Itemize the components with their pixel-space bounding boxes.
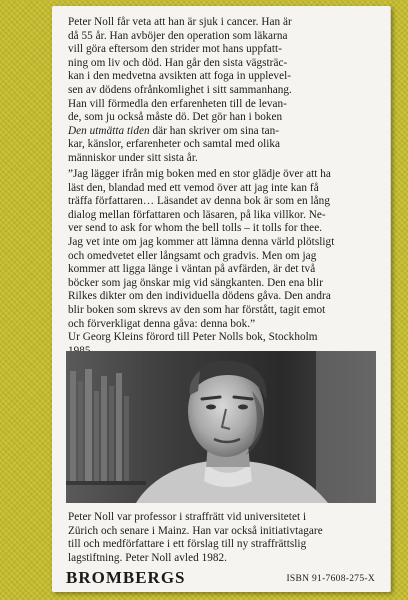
bio-line: lagstiftning. Peter Noll avled 1982. [68, 551, 228, 564]
intro-line: människor under sitt sista år. [68, 151, 198, 164]
intro-line: sen av dödens ofrånkomlighet i sitt sammanhang. [68, 83, 292, 96]
intro-line-rest: där han skriver om sina tan- [149, 124, 280, 137]
book-back-cover [52, 6, 391, 592]
quote-line: och förverkligat denna gåva: denna bok.” [68, 317, 256, 330]
quote-line: dialog mellan författaren och läsaren, på lika villkor. Ne- [68, 208, 326, 221]
bio-line: Zürich och senare i Mainz. Han var också initiativtagare [68, 524, 323, 537]
intro-line: de, som ju också måste dö. Det gör han i boken [68, 111, 283, 124]
quote-text [68, 168, 376, 358]
quote-line: blir boken som skrevs av den som har förstått, tagit emot [68, 303, 326, 316]
bio-line: till och medförfattare i ett förslag till ny straffrättslig [68, 538, 307, 551]
intro-line: kan i den medvetna avsikten att foga in upplevel- [68, 70, 292, 83]
bio-line: Peter Noll var professor i straffrätt vid universitetet i [68, 511, 307, 523]
intro-text [68, 16, 376, 166]
author-portrait-image [66, 351, 376, 503]
intro-line: ning om liv och död. Han går den sista vägsträc- [68, 56, 288, 69]
quote-line: läst den, blandad med ett vemod över att jag inte kan få [68, 181, 319, 194]
author-photo [66, 351, 376, 503]
intro-line: Peter Noll får veta att han är sjuk i cancer. Han är [68, 16, 292, 28]
intro-line: Han vill förmedla den erfarenheten till de levan- [68, 97, 287, 110]
quote-line: ver send to ask for whom the bell tolls – it tolls for thee. [68, 222, 323, 235]
intro-line: vill göra eftersom den strider mot hans uppfatt- [68, 43, 282, 56]
quote-line: Rilkes dikter om den individuella dödens gåva. Den andra [68, 290, 331, 303]
isbn-number: ISBN 91-7608-275-X [286, 574, 375, 584]
quote-line: Jag vet inte om jag kommer att lämna denna värld plötsligt [68, 235, 335, 248]
author-bio [68, 511, 376, 565]
quote-line: ”Jag lägger ifrån mig boken med en stor glädje över att ha [68, 168, 331, 180]
intro-line-with-title [68, 125, 376, 139]
quote-line: böcker som jag önskar mig vid sängkanten. Den ena blir [68, 276, 323, 289]
publisher-name: BROMBERGS [66, 568, 186, 587]
book-title: Den utmätta tiden [68, 124, 150, 137]
quote-line: kommer att ligga länge i väntan på avfärden, är det två [68, 263, 316, 276]
intro-line: kar, känslor, erfarenheter och samtal med olika [68, 138, 281, 151]
quote-line: och omedvetet eller långsamt och gradvis. Men om jag [68, 249, 317, 262]
quote-source: Ur Georg Kleins förord till Peter Nolls bok, Stockholm [68, 331, 318, 344]
quote-line: träffa författaren… Läsandet av denna bok är som en lång [68, 195, 330, 208]
intro-line: då 55 år. Han avböjer den operation som läkarna [68, 29, 288, 42]
